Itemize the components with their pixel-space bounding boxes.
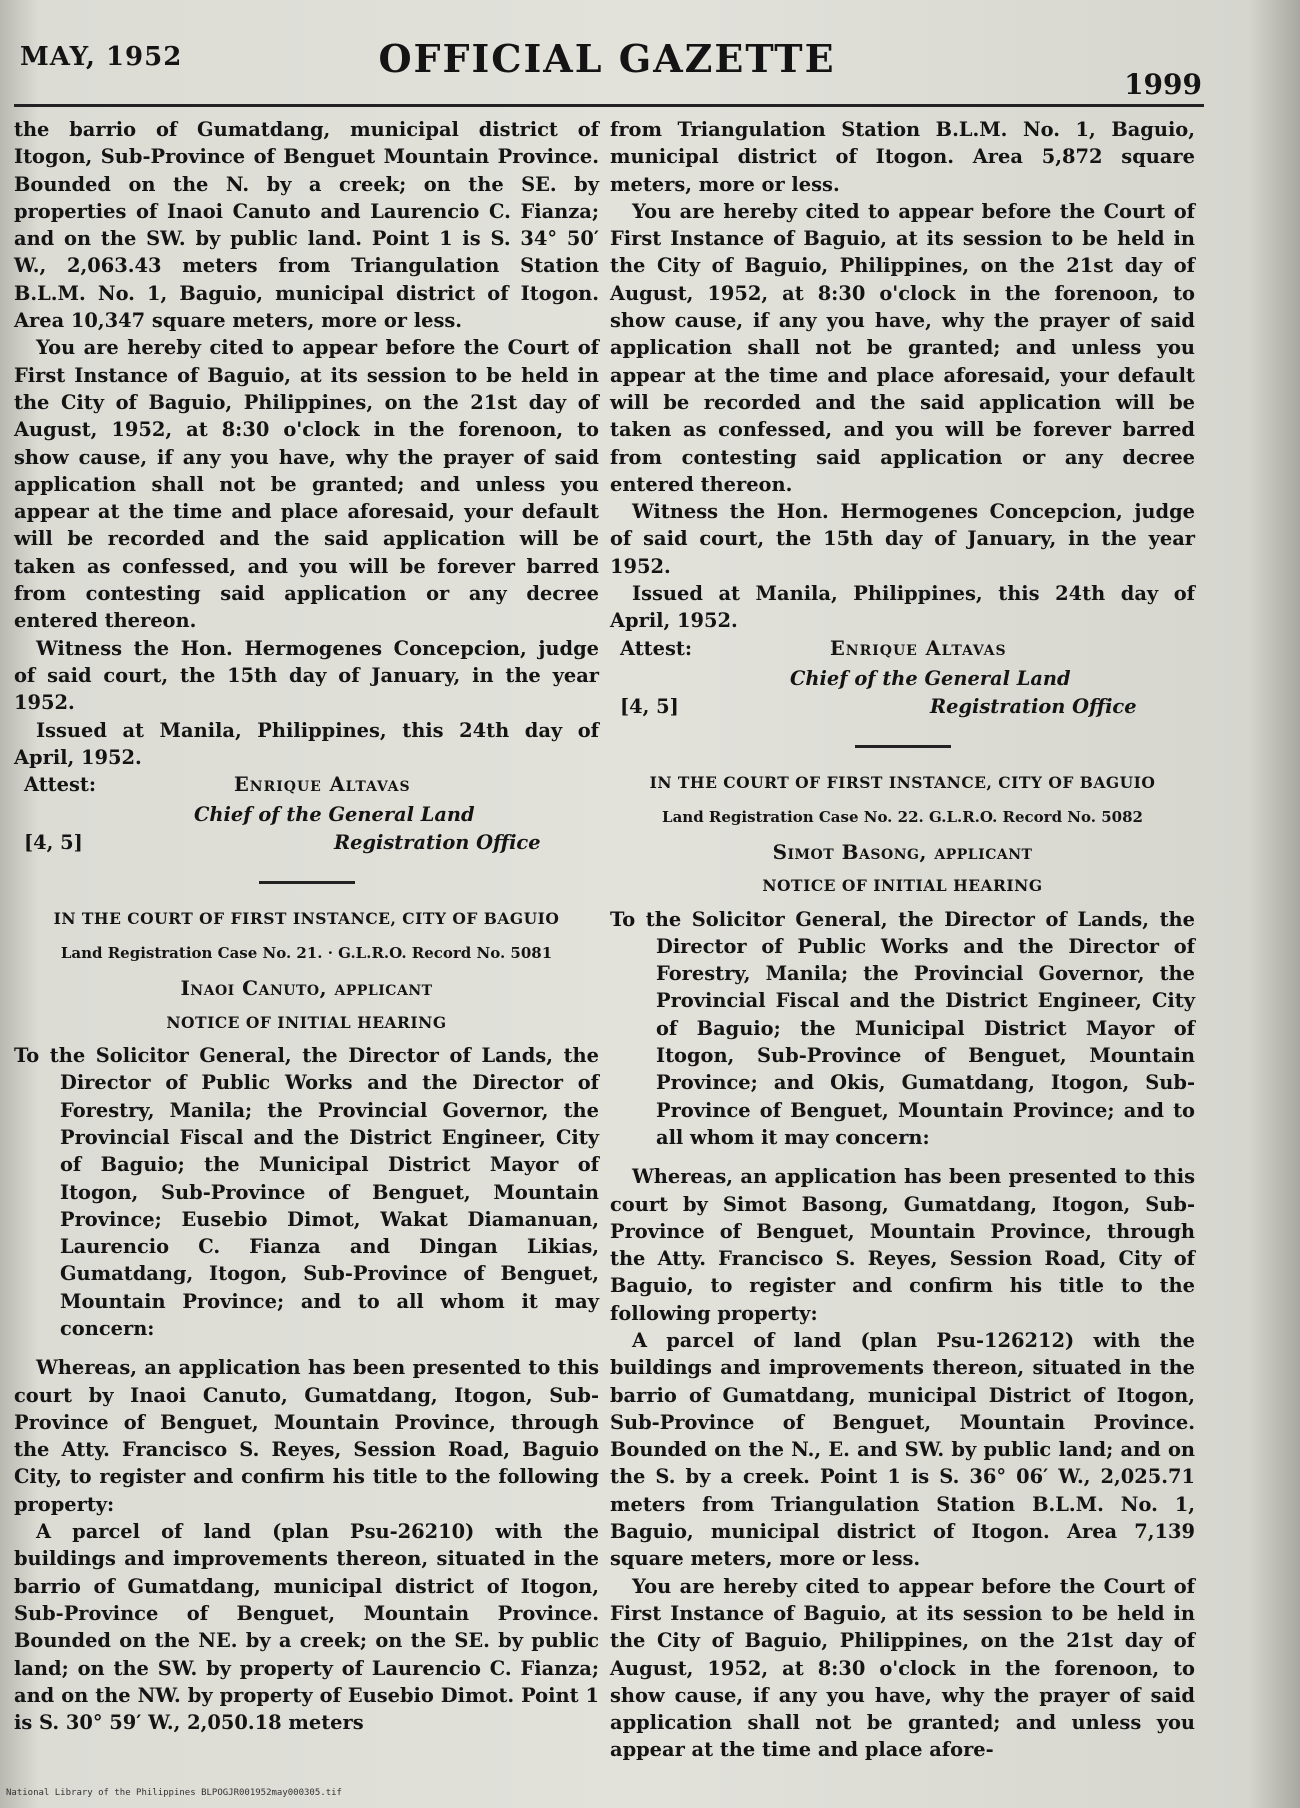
issue-reference: [4, 5] <box>620 694 679 718</box>
right-column <box>610 116 1195 1764</box>
signatory-name: Enrique Altavas <box>234 773 411 797</box>
left-column <box>14 116 599 1736</box>
addressees: To the Solicitor General, the Director of Lands, the Director of Public Works and the Director of Forestry, Manila; the Provincial Governor, the Provincial Fiscal and the District Engineer, City of Baguio; the Municipal District Mayor of Itogon, Sub-Province of Benguet, Mountain Province; Eusebio Dimot, Wakat Diamanuan, Laurencio C. Fianza and Dingan Likias, Gumatdang, Itogon, Sub-Province of Benguet, Mountain Province; and to all whom it may concern: <box>14 1044 599 1340</box>
paragraph: You are hereby cited to appear before the Court of First Instance of Baguio, at its session to be held in the City of Baguio, Philippines, on the 21st day of August, 1952, at 8:30 o'clock in the forenoon, to show cause, if any you have, why the prayer of said application shall not be granted; and unless you appear at the time and place aforesaid, your default will be recorded and the said application will be taken as confessed, and you will be forever barred from contesting said application or any decree entered thereon. <box>14 336 599 633</box>
attest-label: Attest: <box>24 773 96 797</box>
case-number: Land Registration Case No. 21. · G.L.R.O. Record No. 5081 <box>60 944 553 963</box>
court-heading: IN THE COURT OF FIRST INSTANCE, CITY OF BAGUIO <box>53 909 560 929</box>
section-divider <box>259 881 355 884</box>
paragraph: Issued at Manila, Philippines, this 24th day of April, 1952. <box>14 718 599 769</box>
reference-line <box>610 693 1195 723</box>
attest-line <box>610 635 1195 665</box>
applicant-name: Simot Basong, applicant <box>772 839 1033 864</box>
attest-label: Attest: <box>620 636 692 660</box>
signatory-office: Registration Office <box>334 831 541 855</box>
signatory-title: Chief of the General Land <box>790 666 1071 690</box>
signatory-office: Registration Office <box>930 694 1137 718</box>
applicant-name: Inaoi Canuto, applicant <box>180 976 433 1001</box>
paragraph: Witness the Hon. Hermogenes Concepcion, judge of said court, the 15th day of January, in the year 1952. <box>14 636 599 715</box>
paragraph: A parcel of land (plan Psu-126212) with the buildings and improvements thereon, situated in the barrio of Gumatdang, municipal District of Itogon, Sub-Province of Benguet, Mountain Province. Bounded on the N., E. and SW. by public land; and on the S. by a creek. Point 1 is S. 36° 06′ W., 2,025.71 meters from Triangulation Station B.L.M. No. 1, Baguio, municipal district of Itogon. Area 7,139 square meters, more or less. <box>610 1328 1195 1571</box>
page-number: 1999 <box>1124 68 1202 101</box>
case-number: Land Registration Case No. 22. G.L.R.O. Record No. 5082 <box>662 807 1143 826</box>
header-date: MAY, 1952 <box>20 42 183 72</box>
header-rule <box>14 104 1204 107</box>
section-divider <box>855 745 951 748</box>
court-heading: IN THE COURT OF FIRST INSTANCE, CITY OF BAGUIO <box>649 772 1156 792</box>
scan-footer: National Library of the Philippines BLPOGJR001952may000305.tif <box>6 1788 342 1798</box>
paragraph: You are hereby cited to appear before the Court of First Instance of Baguio, at its session to be held in the City of Baguio, Philippines, on the 21st day of August, 1952, at 8:30 o'clock in the forenoon, to show cause, if any you have, why the prayer of said application shall not be granted; and unless you appear at the time and place aforesaid, your default will be recorded and the said application will be taken as confessed, and you will be forever barred from contesting said application or any decree entered thereon. <box>610 199 1195 496</box>
addressees: To the Solicitor General, the Director of Lands, the Director of Public Works and the Director of Forestry, Manila; the Provincial Governor, the Provincial Fiscal and the District Engineer, City of Baguio; the Municipal District Mayor of Itogon, Sub-Province of Benguet, Mountain Province; and Okis, Gumatdang, Itogon, Sub-Province of Benguet, Mountain Province; and to all whom it may concern: <box>610 907 1195 1149</box>
paragraph: Issued at Manila, Philippines, this 24th day of April, 1952. <box>610 582 1195 633</box>
paragraph: You are hereby cited to appear before the Court of First Instance of Baguio, at its session to be held in the City of Baguio, Philippines, on the 21st day of August, 1952, at 8:30 o'clock in the forenoon, to show cause, if any you have, why the prayer of said application shall not be granted; and unless you appear at the time and place afore- <box>610 1574 1195 1762</box>
notice-heading: NOTICE OF INITIAL HEARING <box>166 1012 447 1032</box>
paragraph: the barrio of Gumatdang, municipal district of Itogon, Sub-Province of Benguet Mountain Province. Bounded on the N. by a creek; on the SE. by properties of Inaoi Canuto and Laurencio C. Fianza; and on the SW. by public land. Point 1 is S. 34° 50′ W., 2,063.43 meters from Triangulation Station B.L.M. No. 1, Baguio, municipal district of Itogon. Area 10,347 square meters, more or less. <box>14 118 599 333</box>
notice-heading: NOTICE OF INITIAL HEARING <box>762 876 1043 896</box>
signatory-name: Enrique Altavas <box>830 636 1007 660</box>
issue-reference: [4, 5] <box>24 831 83 855</box>
paragraph: A parcel of land (plan Psu-26210) with the buildings and improvements thereon, situated in the barrio of Gumatdang, municipal district of Itogon, Sub-Province of Benguet, Mountain Province. Bounded on the NE. by a creek; on the SE. by public land; on the SW. by property of Laurencio C. Fianza; and on the NW. by property of Eusebio Dimot. Point 1 is S. 30° 59′ W., 2,050.18 meters <box>14 1520 599 1735</box>
attest-line <box>14 771 599 801</box>
signatory-title: Chief of the General Land <box>194 803 475 827</box>
paragraph: Whereas, an application has been presented to this court by Inaoi Canuto, Gumatdang, Itogon, Sub-Province of Benguet, Mountain Province, through the Atty. Francisco S. Reyes, Session Road, Baguio City, to register and confirm his title to the following property: <box>14 1356 599 1516</box>
reference-line <box>14 829 599 859</box>
page-header <box>12 28 1202 101</box>
publication-title: OFFICIAL GAZETTE <box>378 36 836 81</box>
paragraph: Whereas, an application has been presented to this court by Simot Basong, Gumatdang, Itogon, Sub-Province of Benguet, Mountain Province, through the Atty. Francisco S. Reyes, Session Road, City of Baguio, to register and confirm his title to the following property: <box>610 1165 1195 1325</box>
paragraph: from Triangulation Station B.L.M. No. 1, Baguio, municipal district of Itogon. Area 5,872 square meters, more or less. <box>610 118 1195 196</box>
paragraph: Witness the Hon. Hermogenes Concepcion, judge of said court, the 15th day of January, in the year 1952. <box>610 500 1195 578</box>
